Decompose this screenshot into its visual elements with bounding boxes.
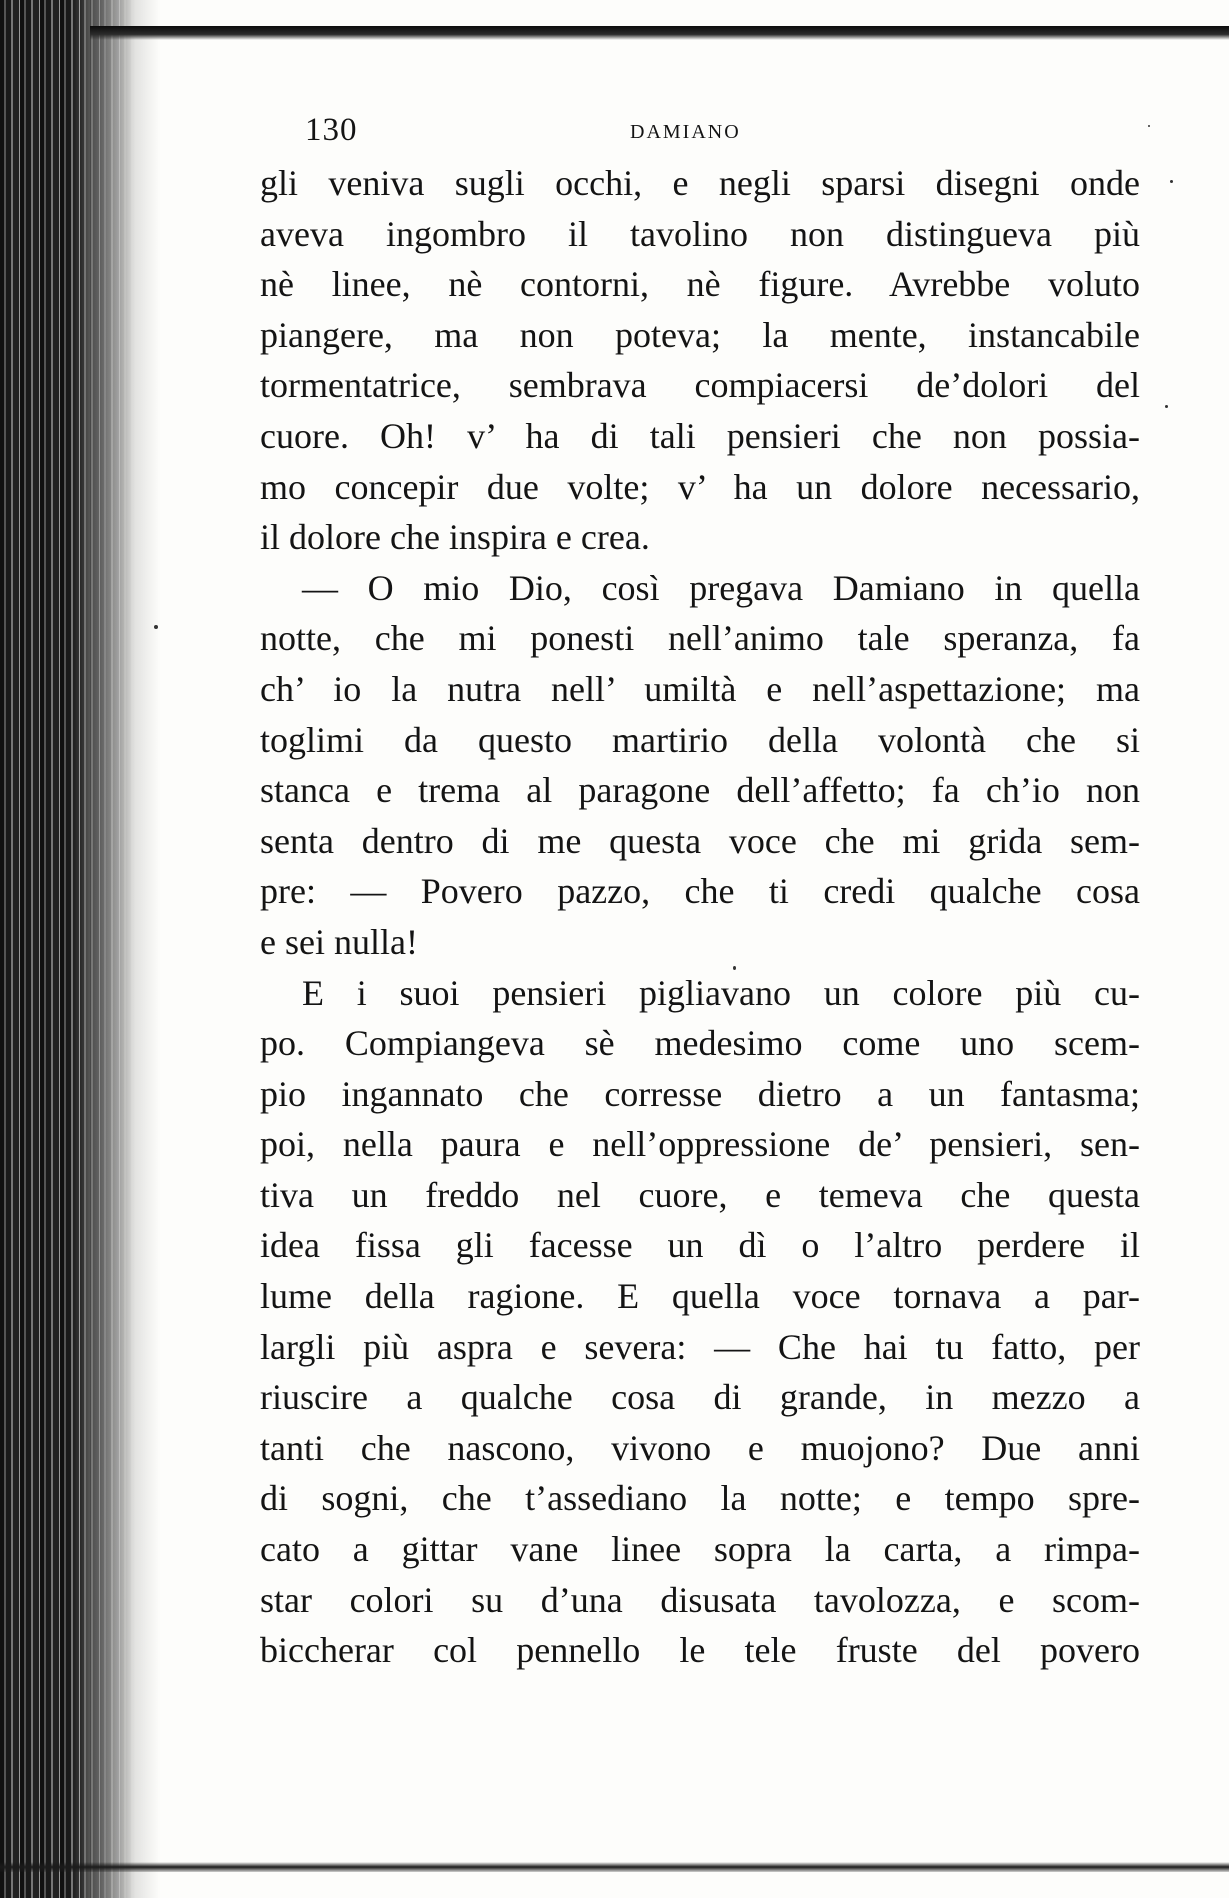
bottom-page-edge <box>0 1862 1229 1872</box>
text-line: gli veniva sugli occhi, e negli sparsi disegni onde <box>260 163 1140 203</box>
paragraph-start-line: E i suoi pensieri pigliavano un colore più cu- <box>302 972 1140 1013</box>
text-line: cuore. Oh! v’ ha di tali pensieri che non possia- <box>260 415 1140 456</box>
text-line: star colori su d’una disusata tavolozza, e scom- <box>260 1579 1140 1620</box>
paragraph-end-line: e sei nulla! <box>260 921 418 962</box>
paragraph-end-line: il dolore che inspira e crea. <box>260 517 650 558</box>
scan-speck <box>1170 180 1173 183</box>
text-line: tiva un freddo nel cuore, e temeva che questa <box>260 1174 1140 1215</box>
text-line: po. Compiangeva sè medesimo come uno scem- <box>260 1023 1140 1064</box>
text-line: cato a gittar vane linee sopra la carta, a rimpa- <box>260 1529 1140 1570</box>
page-number: 130 <box>305 112 358 148</box>
scan-speck <box>154 625 158 629</box>
text-line: idea fissa gli facesse un dì o l’altro perdere il <box>260 1225 1140 1266</box>
text-line: toglimi da questo martirio della volontà che si <box>260 719 1140 760</box>
text-line: di sogni, che t’assediano la notte; e tempo spre- <box>260 1478 1140 1519</box>
running-title: DAMIANO <box>630 121 741 143</box>
text-line: ch’ io la nutra nell’ umiltà e nell’aspettazione; ma <box>260 668 1140 709</box>
text-body <box>260 158 1140 1676</box>
scan-speck <box>1148 125 1150 127</box>
running-header <box>305 108 775 152</box>
text-line: mo concepir due volte; v’ ha un dolore necessario, <box>260 466 1140 507</box>
text-line: poi, nella paura e nell’oppressione de’ pensieri, sen- <box>260 1124 1140 1165</box>
text-line: pre: — Povero pazzo, che ti credi qualche cosa <box>260 871 1140 912</box>
text-line: tanti che nascono, vivono e muojono? Due anni <box>260 1427 1140 1468</box>
text-line: pio ingannato che corresse dietro a un fantasma; <box>260 1073 1140 1114</box>
text-line: riuscire a qualche cosa di grande, in mezzo a <box>260 1377 1140 1418</box>
paragraph-start-line: — O mio Dio, così pregava Damiano in quella <box>302 567 1140 608</box>
text-line: biccherar col pennello le tele fruste del povero <box>260 1630 1140 1671</box>
text-line: senta dentro di me questa voce che mi grida sem- <box>260 820 1140 861</box>
text-line: lume della ragione. E quella voce tornava a par- <box>260 1276 1140 1317</box>
scan-speck <box>1165 405 1168 408</box>
top-page-edge <box>90 26 1229 40</box>
gutter-fade <box>90 0 160 1898</box>
text-line: notte, che mi ponesti nell’animo tale speranza, fa <box>260 618 1140 659</box>
text-line: nè linee, nè contorni, nè figure. Avrebbe voluto <box>260 264 1140 305</box>
text-line: piangere, ma non poteva; la mente, instancabile <box>260 314 1140 355</box>
text-line: aveva ingombro il tavolino non distingueva più <box>260 213 1140 254</box>
text-line: stanca e trema al paragone dell’affetto; fa ch’io non <box>260 770 1140 811</box>
text-line: tormentatrice, sembrava compiacersi de’dolori del <box>260 365 1140 406</box>
scan-speck <box>733 966 736 970</box>
text-line: largli più aspra e severa: — Che hai tu fatto, per <box>260 1326 1140 1367</box>
